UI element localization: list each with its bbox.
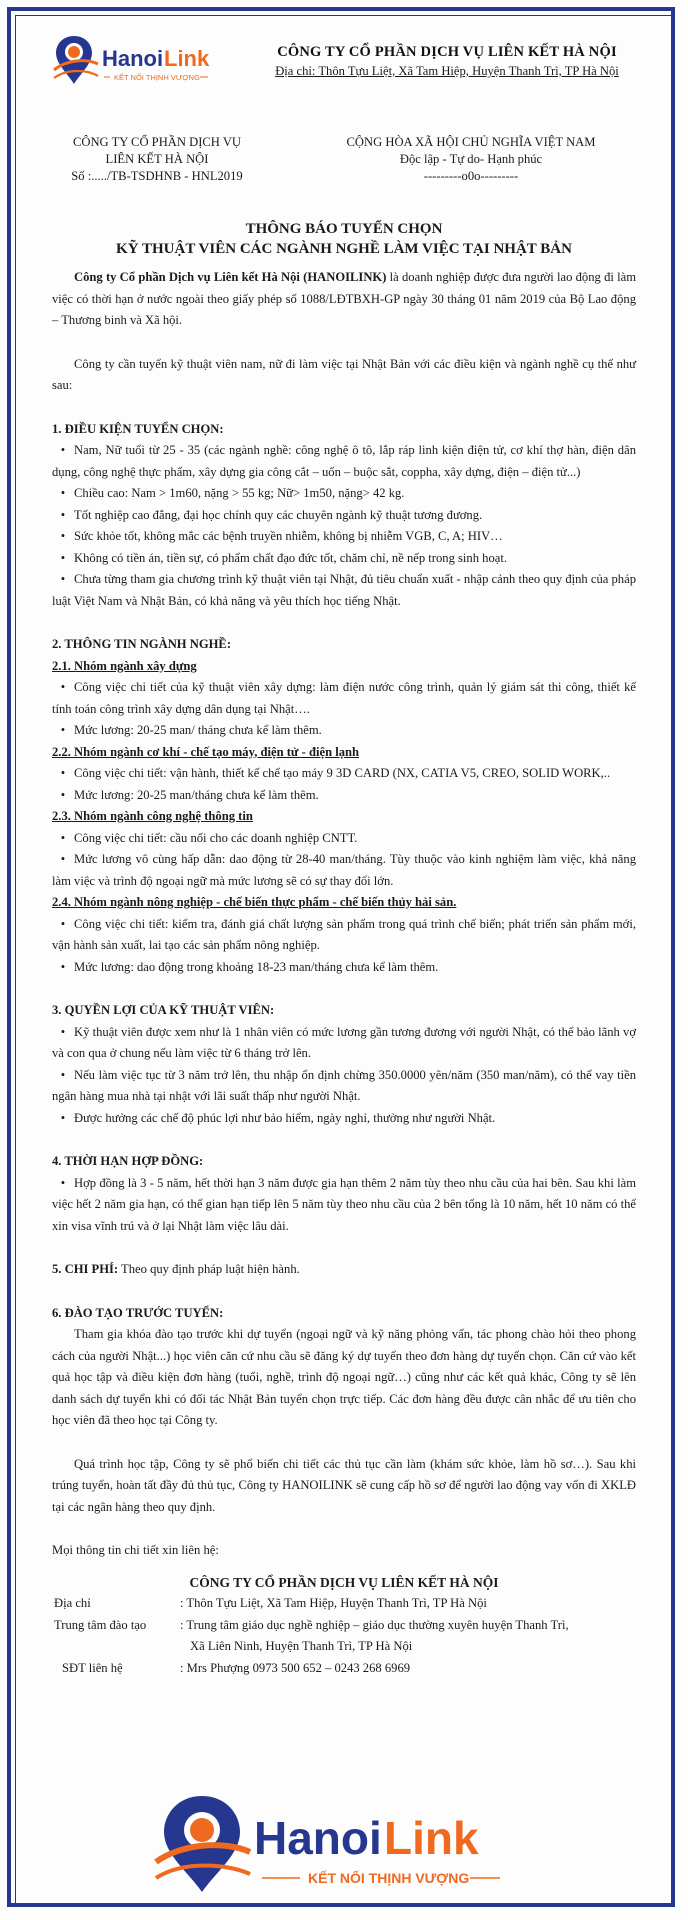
list-item: • Nếu làm việc tục từ 3 năm trở lên, thu nhập ổn định chừng 350.0000 yên/năm (350 man/năm), có thể vay tiền ngân hàng mua nhà tại nhật với lãi suất thấp như người Nhật.	[52, 1067, 636, 1103]
header-right	[306, 134, 636, 185]
group-2-4-title: 2.4. Nhóm ngành nông nghiệp - chế biến thực phẩm - chế biến thủy hải sản.	[52, 895, 457, 909]
letterhead-address: Địa chỉ: Thôn Tựu Liệt, Xã Tam Hiệp, Huyện Thanh Trì, TP Hà Nội	[275, 64, 619, 78]
list-item: • Nam, Nữ tuổi từ 25 - 35 (các ngành nghề: công nghệ ô tô, lắp ráp linh kiện điện tử, cơ khí thợ hàn, điện dân dụng, công nghệ thực phẩm, xây dựng gia công cắt – uốn – buộc sắt, coppha, xây dựng, điện – điện tử...)	[52, 443, 636, 479]
document-header	[52, 134, 636, 185]
letterhead-company: CÔNG TY CỔ PHẦN DỊCH VỤ LIÊN KẾT HÀ NỘI	[277, 44, 617, 60]
list-item: • Công việc chi tiết: cầu nối cho các doanh nghiệp CNTT.	[60, 830, 358, 845]
group-2-3-title: 2.3. Nhóm ngành công nghệ thông tin	[52, 809, 253, 823]
intro-paragraph-2: Công ty cần tuyển kỹ thuật viên nam, nữ đi làm việc tại Nhật Bản với các điều kiện và ngành nghề cụ thể như sau:	[52, 356, 636, 392]
intro-paragraph	[52, 267, 636, 332]
list-item: • Sức khỏe tốt, không mắc các bệnh truyền nhiễm, không bị nhiễm VGB, C, A; HIV…	[60, 529, 503, 543]
document-number: Số :...../TB-TSDHNB - HNL2019	[71, 169, 243, 183]
list-item: • Chưa từng tham gia chương trình kỹ thuật viên tại Nhật, đủ tiêu chuẩn xuất - nhập cảnh theo quy định của pháp luật Việt Nam và Nhật Bản, có khả năng và yêu thích học tiếng Nhật.	[52, 572, 636, 608]
section-3-heading: 3. QUYỀN LỢI CỦA KỸ THUẬT VIÊN:	[52, 1003, 275, 1017]
list-item: • Tốt nghiệp cao đẳng, đại học chính quy các chuyên ngành kỹ thuật tương đương.	[60, 507, 483, 522]
list-item: • Công việc chi tiết: kiểm tra, đánh giá chất lượng sản phẩm trong quá trình chế biến; phát triển sản phẩm mới, vận hành sản xuất, lai tạo các sản phẩm nông nghiệp.	[52, 916, 636, 952]
contact-center-line2: Xã Liên Ninh, Huyện Thanh Trì, TP Hà Nội	[190, 1639, 413, 1653]
national-motto: Độc lập - Tự do- Hạnh phúc	[399, 152, 543, 166]
brand-hanoi: Hanoi	[102, 46, 164, 71]
section-2-heading: 2. THÔNG TIN NGÀNH NGHỀ:	[52, 637, 232, 651]
contact-address-value: : Thôn Tựu Liệt, Xã Tam Hiệp, Huyện Thanh Trì, TP Hà Nội	[180, 1596, 487, 1610]
brand-tagline: KẾT NỐI THỊNH VƯỢNG	[114, 73, 200, 82]
location-pin-globe-icon	[156, 1796, 250, 1892]
header-company-line2: LIÊN KẾT HÀ NỘI	[105, 152, 209, 166]
list-item: • Mức lương: 20-25 man/tháng chưa kể làm thêm.	[60, 787, 319, 802]
contact-phone-label: SĐT liên hệ	[62, 1660, 123, 1675]
section-6-paragraph-1: Tham gia khóa đào tạo trước khi dự tuyển (ngoại ngữ và kỹ năng phỏng vấn, tác phong chào hỏi theo phong cách của người Nhật...) học viên căn cứ nhu cầu sẽ đăng ký dự tuyển theo đơn hàng dự tuyển chọn. Căn cứ vào kết quả học tập và điều kiện đơn hàng (tuổi, nghề, trình độ ngoại ngữ…) cũng như các kết quả khác, Công ty sẽ lên danh sách dự tuyển khi có đối tác Nhật Bản tuyển chọn trực tiếp. Các đơn hàng đều được cân nhắc để ưu tiên cho học viên đã theo học tại Công ty.	[52, 1327, 636, 1427]
group-2-1-title: 2.1. Nhóm ngành xây dựng	[52, 658, 197, 673]
footer-brand-tagline: KẾT NỐI THỊNH VƯỢNG	[308, 1870, 470, 1886]
national-name: CỘNG HÒA XÃ HỘI CHỦ NGHĨA VIỆT NAM	[346, 135, 596, 149]
letterhead	[52, 22, 636, 100]
contact-center-row	[52, 1615, 636, 1658]
header-left	[52, 134, 262, 185]
list-item: • Mức lương: dao động trong khoảng 18-23 man/tháng chưa kể làm thêm.	[60, 959, 439, 974]
list-item: • Không có tiền án, tiền sự, có phẩm chất đạo đức tốt, chăm chỉ, nề nếp trong sinh hoạt.	[60, 550, 507, 565]
section-4-heading: 4. THỜI HẠN HỢP ĐỒNG:	[52, 1154, 204, 1168]
contact-center-value	[180, 1615, 636, 1658]
footer-brand-hanoi: Hanoi	[254, 1812, 382, 1864]
intro-company: Công ty Cổ phần Dịch vụ Liên kết Hà Nội (HANOILINK)	[74, 270, 387, 284]
list-item: • Được hưởng các chế độ phúc lợi như bảo hiểm, ngày nghỉ, thưởng như người Nhật.	[60, 1110, 496, 1125]
list-item: • Công việc chi tiết của kỹ thuật viên xây dựng: làm điện nước công trình, quản lý giám sát thi công, thiết kế tính toán công trình xây dựng dân dụng tại Nhật….	[52, 680, 636, 716]
contact-address-label: Địa chỉ	[54, 1596, 91, 1610]
contact-intro: Mọi thông tin chi tiết xin liên hệ:	[52, 1543, 219, 1557]
contact-address-row	[52, 1593, 636, 1615]
list-item: • Mức lương vô cùng hấp dẫn: dao động từ 28-40 man/tháng. Tùy thuộc vào kinh nghiệm làm việc, khả năng làm việc và trình độ ngoại ngữ mà mức lương sẽ có sự thay đổi lớn.	[52, 852, 636, 888]
brand-link: Link	[164, 46, 210, 71]
group-2-2-title: 2.2. Nhóm ngành cơ khí - chế tạo máy, điện tử - điện lạnh	[52, 744, 360, 759]
contact-company: CÔNG TY CỔ PHẦN DỊCH VỤ LIÊN KẾT HÀ NỘI	[189, 1574, 499, 1590]
location-pin-globe-icon	[54, 36, 98, 84]
contact-phone-row	[52, 1658, 636, 1680]
document-content	[52, 22, 636, 1679]
contact-phone-value: : Mrs Phượng 0973 500 652 – 0243 268 6969	[180, 1660, 411, 1675]
header-company-line1: CÔNG TY CỔ PHẦN DỊCH VỤ	[72, 135, 242, 149]
contact-center-label: Trung tâm đào tạo	[54, 1617, 147, 1632]
contact-center-line1: : Trung tâm giáo dục nghề nghiệp – giáo dục thường xuyên huyện Thanh Trì,	[180, 1617, 569, 1632]
section-5-heading: 5. CHI PHÍ:	[52, 1262, 119, 1276]
list-item: • Hợp đồng là 3 - 5 năm, hết thời hạn 3 năm được gia hạn thêm 2 năm tùy theo nhu cầu của hai bên. Sau khi làm việc hết 2 năm gia hạn, có thể gian hạn tiếp lên 5 năm tùy theo nhu cầu của 2 bên tổng là 10 năm, hết 10 năm có thể xin visa vĩnh trú và ở lại Nhật làm việc lâu dài.	[52, 1175, 636, 1233]
list-item: • Kỹ thuật viên được xem như là 1 nhân viên có mức lương gần tương đương với người Nhật, có thể bảo lãnh vợ và con qua ở chung nếu làm việc từ 6 tháng trở lên.	[52, 1024, 636, 1060]
intro-rest: là doanh nghiệp được đưa người lao động đi làm việc có thời hạn ở nước ngoài theo giấy phép số 1088/LĐTBXH-GP ngày 30 tháng 01 năm 2019 của Bộ Lao động – Thương binh và Xã hội.	[52, 270, 636, 327]
section-1-heading: 1. ĐIỀU KIỆN TUYỂN CHỌN:	[52, 421, 224, 436]
footer-brand-link: Link	[384, 1812, 479, 1864]
title-line1: THÔNG BÁO TUYỂN CHỌN	[245, 221, 443, 237]
section-6-paragraph-2: Quá trình học tập, Công ty sẽ phổ biến chi tiết các thủ tục cần làm (khám sức khỏe, làm hồ sơ…). Sau khi trúng tuyển, hoàn tất đầy đủ thủ tục, Công ty HANOILINK sẽ cung cấp hồ sơ để người lao động vay vốn đi XKLĐ tại các ngân hàng theo quy định.	[52, 1456, 636, 1514]
section-6-heading: 6. ĐÀO TẠO TRƯỚC TUYỂN:	[52, 1305, 224, 1320]
list-item: • Công việc chi tiết: vận hành, thiết kế chế tạo máy 9 3D CARD (NX, CATIA V5, CREO, SOLID WORK,..	[60, 766, 611, 780]
title-line2: KỸ THUẬT VIÊN CÁC NGÀNH NGHỀ LÀM VIỆC TẠI NHẬT BẢN	[116, 241, 572, 257]
list-item: • Mức lương: 20-25 man/ tháng chưa kể làm thêm.	[60, 723, 322, 737]
list-item: • Chiều cao: Nam > 1m60, nặng > 55 kg; Nữ> 1m50, nặng> 42 kg.	[60, 486, 405, 500]
section-5-text: Theo quy định pháp luật hiện hành.	[118, 1262, 300, 1276]
footer-hanoilink-logo	[150, 1790, 540, 1900]
hanoilink-logo	[52, 30, 222, 92]
section-5	[52, 1259, 636, 1281]
header-separator: ---------o0o---------	[423, 169, 519, 183]
document-title	[52, 219, 636, 259]
